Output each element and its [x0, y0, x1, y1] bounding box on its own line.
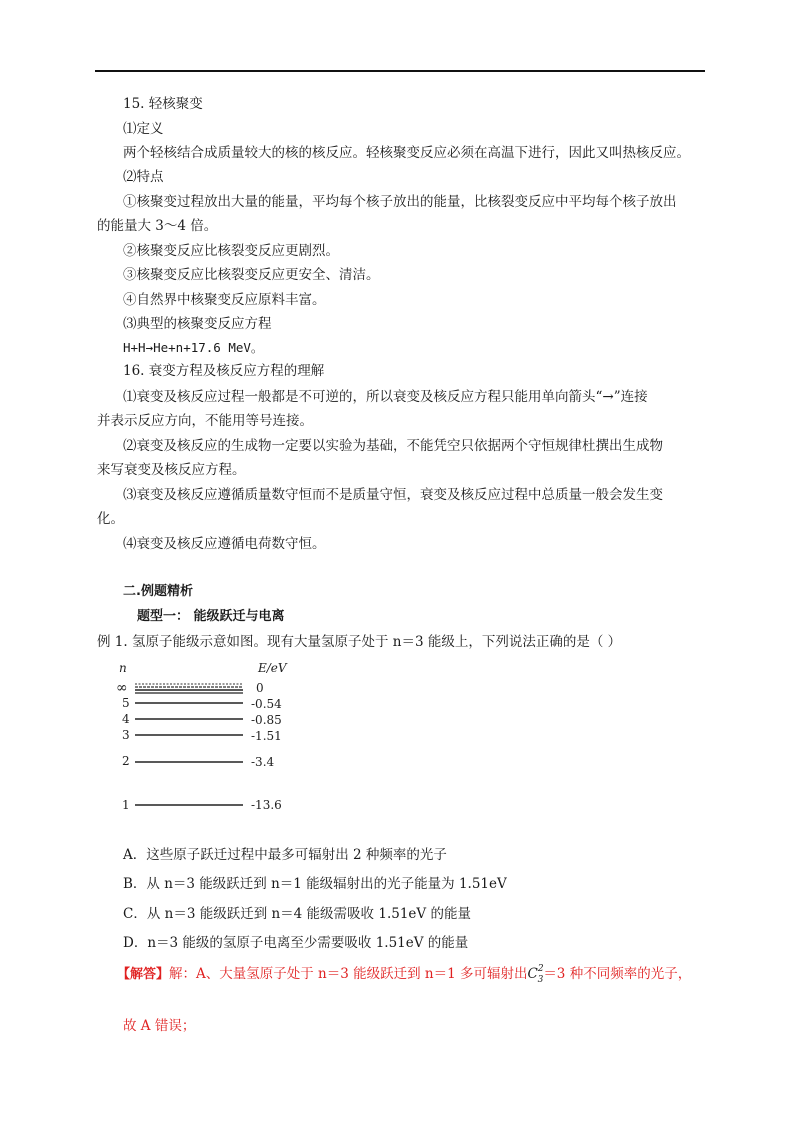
level-e-1: -13.6 — [251, 798, 282, 812]
option-a: A．这些原子跃迁过程中最多可辐射出 2 种频率的光子 — [123, 847, 447, 863]
question-1: 例 1. 氢原子能级示意如图。现有大量氢原子处于 n＝3 能级上，下列说法正确的是（ ） — [97, 634, 622, 650]
energy-level-diagram — [113, 660, 303, 820]
level-e-2: -3.4 — [251, 755, 275, 769]
n-axis-label: n — [119, 661, 127, 675]
point-2-line-2: 来写衰变及核反应方程。 — [97, 462, 246, 478]
answer-line-2: 故 A 错误； — [123, 1018, 196, 1034]
combination-base: C — [527, 966, 538, 982]
point-1-line-2: 并表示反应方向，不能用等号连接。 — [97, 413, 313, 429]
feature-1-line-2: 的能量大 3～4 倍。 — [97, 218, 218, 234]
answer-text-2: ＝3 种不同频率的光子， — [543, 966, 692, 982]
feature-3: ③核聚变反应比核裂变反应更安全、清洁。 — [123, 267, 380, 283]
option-d: D．n＝3 能级的氢原子电离至少需要吸收 1.51eV 的能量 — [123, 935, 469, 951]
combination-sub: 3 — [537, 975, 544, 985]
option-b: B．从 n＝3 能级跃迁到 n＝1 能级辐射出的光子能量为 1.51eV — [123, 876, 507, 892]
level-e-inf: 0 — [256, 681, 264, 695]
level-e-3: -1.51 — [251, 729, 282, 743]
level-e-5: -0.54 — [251, 697, 282, 711]
equation-heading: ⑶典型的核聚变反应方程 — [123, 316, 272, 332]
point-2-line-1: ⑵衰变及核反应的生成物一定要以实验为基础，不能凭空只依据两个守恒规律杜撰出生成物 — [123, 438, 663, 454]
level-n-2: 2 — [122, 754, 130, 768]
feature-2: ②核聚变反应比核裂变反应更剧烈。 — [123, 243, 339, 259]
level-n-inf: ∞ — [116, 680, 128, 696]
definition-heading: ⑴定义 — [123, 121, 164, 137]
examples-heading: 二.例题精析 — [123, 584, 193, 599]
feature-1-line-1: ①核聚变过程放出大量的能量，平均每个核子放出的能量，比核裂变反应中平均每个核子放出 — [123, 194, 677, 210]
section16-title: 16. 衰变方程及核反应方程的理解 — [123, 363, 325, 379]
features-heading: ⑵特点 — [123, 169, 164, 185]
point-3-line-1: ⑶衰变及核反应遵循质量数守恒而不是质量守恒，衰变及核反应过程中总质量一般会发生变 — [123, 487, 663, 503]
option-c: C．从 n＝3 能级跃迁到 n＝4 能级需吸收 1.51eV 的能量 — [123, 906, 471, 922]
feature-4: ④自然界中核聚变反应原料丰富。 — [123, 292, 326, 308]
level-e-4: -0.85 — [251, 713, 282, 727]
answer-tag: 【解答】 — [117, 967, 170, 982]
question-type-heading: 题型一： 能级跃迁与电离 — [137, 609, 285, 624]
definition-text: 两个轻核结合成质量较大的核的核反应。轻核聚变反应必须在高温下进行，因此又叫热核反应。 — [123, 145, 690, 161]
answer-text-1: 解：A、大量氢原子处于 n＝3 能级跃迁到 n＝1 多可辐射出 — [169, 966, 528, 982]
level-n-1: 1 — [122, 798, 130, 812]
level-n-5: 5 — [122, 696, 130, 710]
answer-line-1 — [117, 965, 691, 985]
level-n-4: 4 — [122, 712, 130, 726]
fusion-equation: H+H→He+n+17.6 MeV。 — [123, 340, 264, 355]
combination-sup: 2 — [537, 964, 544, 974]
level-n-3: 3 — [122, 728, 130, 742]
point-3-line-2: 化。 — [97, 511, 124, 527]
header-rule — [95, 70, 705, 72]
combination-formula — [527, 964, 544, 985]
point-1-line-1: ⑴衰变及核反应过程一般都是不可逆的，所以衰变及核反应方程只能用单向箭头“→”连接 — [123, 389, 648, 405]
energy-axis-label: E/eV — [258, 661, 287, 675]
point-4: ⑷衰变及核反应遵循电荷数守恒。 — [123, 536, 326, 552]
section15-title: 15. 轻核聚变 — [123, 96, 203, 112]
